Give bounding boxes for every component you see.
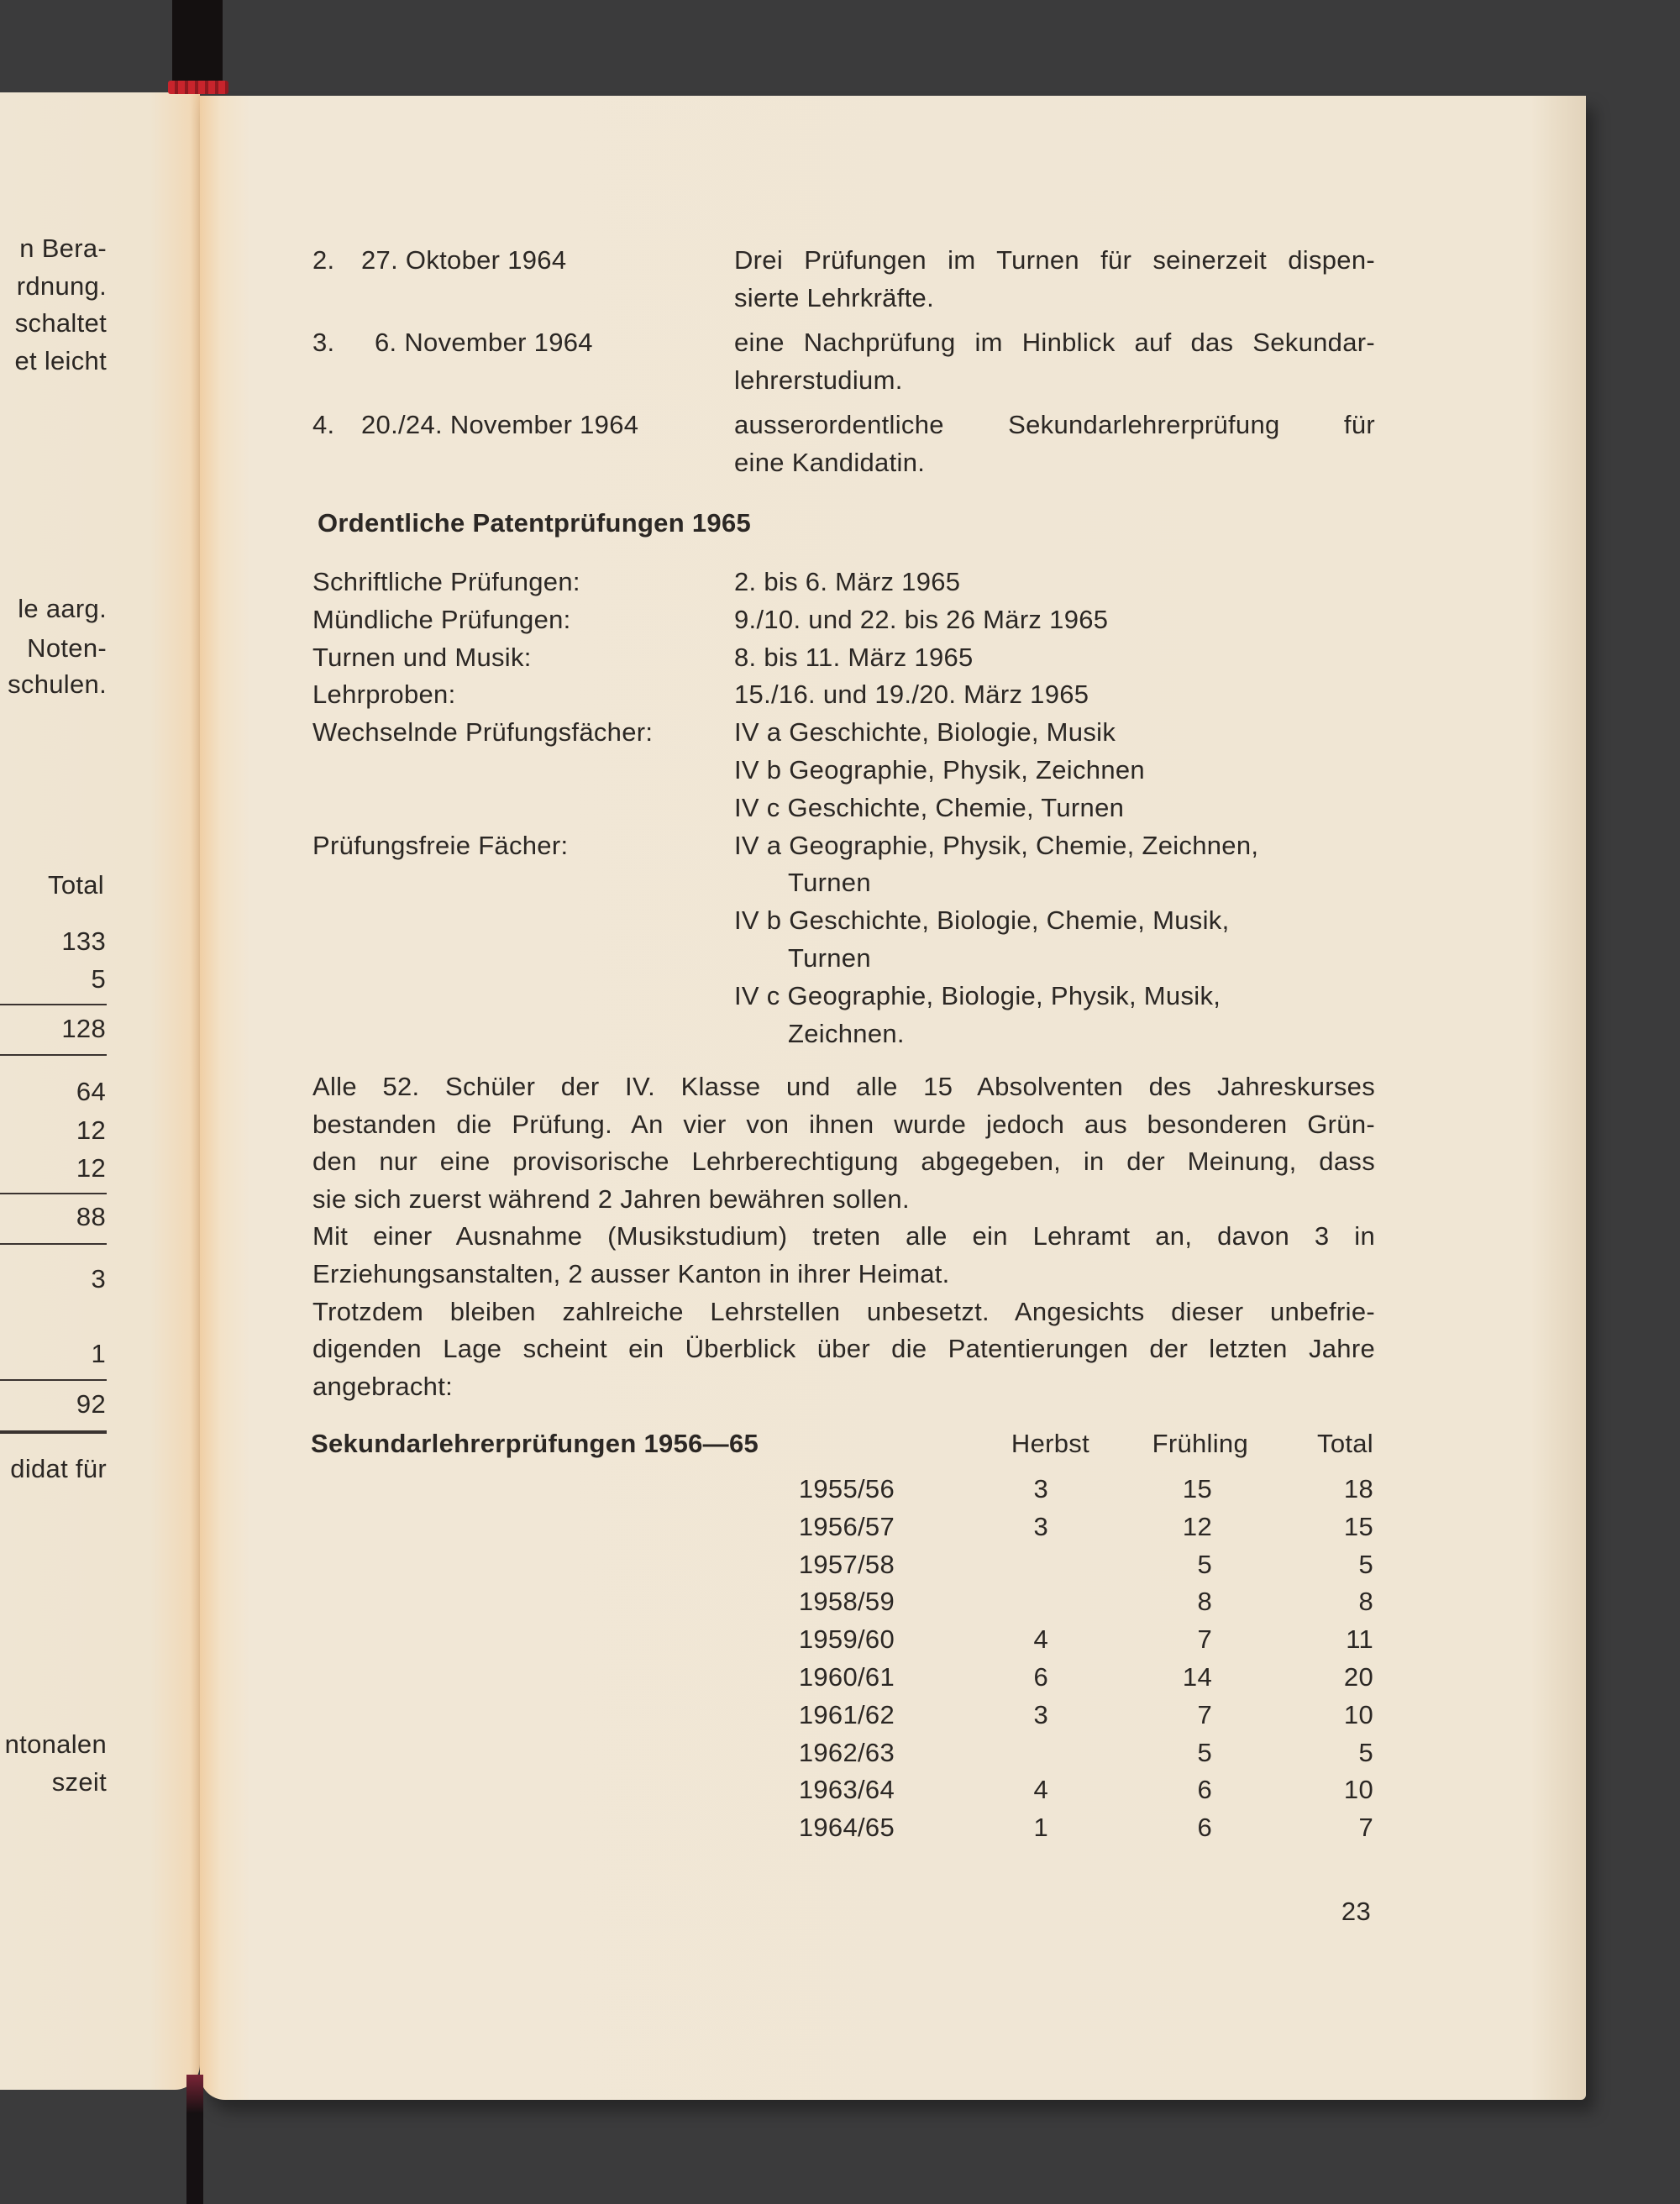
table-cell-fruehling: 15	[1182, 1474, 1212, 1503]
exam-description-line: ausserordentliche Sekundarlehrerprüfung für	[734, 410, 1375, 439]
paragraph-line: Mit einer Ausnahme (Musikstudium) treten alle ein Lehramt an, davon 3 in	[312, 1221, 1375, 1252]
table-cell-herbst: 3	[1033, 1699, 1048, 1729]
exam-number: 3.	[312, 328, 335, 357]
left-page-text-fragment: et leicht	[14, 346, 107, 375]
left-table-total-value: 92	[76, 1389, 106, 1419]
table-cell-year: 1955/56	[798, 1474, 895, 1503]
headband	[168, 81, 228, 94]
schedule-value: IV a Geographie, Physik, Chemie, Zeichnen,	[734, 830, 1259, 860]
left-table-total-value: 12	[76, 1153, 106, 1183]
exam-date: 6. November 1964	[375, 328, 593, 357]
left-page-text-fragment: n Bera-	[19, 234, 107, 263]
left-table-total-value: 88	[76, 1202, 106, 1231]
exam-description-line: eine Kandidatin.	[734, 448, 926, 477]
table-rule	[0, 1193, 107, 1194]
table-cell-fruehling: 8	[1197, 1587, 1212, 1617]
table-cell-year: 1959/60	[798, 1624, 895, 1655]
table-cell-year: 1957/58	[798, 1549, 895, 1579]
table-title: Sekundarlehrerprüfungen 1956—65	[311, 1429, 759, 1458]
paragraph-line: bestanden die Prüfung. An vier von ihnen wurde jedoch aus besonderen Grün-	[312, 1109, 1375, 1139]
schedule-value: 2. bis 6. März 1965	[734, 567, 961, 596]
table-cell-herbst: 4	[1033, 1624, 1048, 1655]
schedule-value: 15./16. und 19./20. März 1965	[734, 680, 1089, 710]
left-table-total-value: 128	[61, 1014, 106, 1043]
table-cell-year: 1960/61	[798, 1662, 895, 1692]
schedule-value: IV c Geographie, Biologie, Physik, Musik,	[734, 980, 1221, 1010]
schedule-label: Schriftliche Prüfungen:	[312, 567, 580, 596]
paragraph-line: angebracht:	[312, 1371, 454, 1401]
table-cell-fruehling: 5	[1197, 1737, 1212, 1767]
schedule-label: Turnen und Musik:	[312, 642, 532, 672]
left-table-total-value: 5	[91, 964, 106, 994]
table-cell-total: 11	[1346, 1624, 1373, 1655]
section-heading: Ordentliche Patentprüfungen 1965	[318, 508, 752, 538]
table-cell-herbst: 4	[1033, 1775, 1048, 1805]
table-cell-fruehling: 14	[1182, 1662, 1212, 1692]
table-cell-fruehling: 6	[1197, 1813, 1212, 1843]
schedule-label: Wechselnde Prüfungsfächer:	[312, 717, 654, 748]
table-cell-fruehling: 7	[1197, 1699, 1212, 1729]
table-rule	[0, 1243, 107, 1245]
paragraph-line: Erziehungsanstalten, 2 ausser Kanton in ihrer Heimat.	[312, 1259, 950, 1288]
schedule-value: IV b Geographie, Physik, Zeichnen	[734, 755, 1145, 785]
left-page-text-fragment: Noten-	[27, 633, 107, 663]
table-cell-fruehling: 5	[1197, 1549, 1212, 1579]
schedule-value: IV b Geschichte, Biologie, Chemie, Musik,	[734, 905, 1230, 936]
table-cell-year: 1958/59	[798, 1587, 895, 1617]
table-header-fruehling: Frühling	[1152, 1429, 1248, 1458]
schedule-value: 8. bis 11. März 1965	[734, 642, 974, 672]
paragraph-line: digenden Lage scheint ein Überblick über die Patentierungen der letzten Jahre	[312, 1334, 1375, 1364]
left-table-total-value: 133	[61, 926, 106, 956]
table-cell-total: 5	[1358, 1549, 1373, 1579]
page-number: 23	[1341, 1897, 1371, 1926]
bookmark-ribbon	[172, 0, 223, 82]
table-rule	[0, 1430, 107, 1434]
exam-number: 2.	[312, 245, 335, 275]
table-cell-total: 18	[1343, 1474, 1373, 1503]
table-cell-total: 15	[1343, 1511, 1373, 1541]
table-cell-year: 1964/65	[798, 1813, 895, 1843]
table-cell-year: 1961/62	[798, 1699, 895, 1729]
exam-number: 4.	[312, 410, 335, 439]
table-cell-total: 5	[1358, 1737, 1373, 1767]
table-rule	[0, 1004, 107, 1005]
table-cell-year: 1962/63	[798, 1737, 895, 1767]
left-page-text-fragment: rdnung.	[16, 271, 107, 301]
left-page-text-fragment: schaltet	[14, 308, 107, 338]
schedule-label: Mündliche Prüfungen:	[312, 604, 571, 634]
paragraph-line: den nur eine provisorische Lehrberechtigung abgegeben, in der Meinung, dass	[312, 1147, 1375, 1177]
schedule-value: 9./10. und 22. bis 26 März 1965	[734, 604, 1109, 634]
exam-date: 27. Oktober 1964	[361, 245, 567, 275]
left-page-text-fragment: schulen.	[8, 669, 107, 699]
left-page-text-fragment: ntonalen	[4, 1729, 107, 1759]
paragraph-line: Trotzdem bleiben zahlreiche Lehrstellen unbesetzt. Angesichts dieser unbefrie-	[312, 1296, 1375, 1326]
table-cell-herbst: 3	[1033, 1511, 1048, 1541]
paragraph-line: sie sich zuerst während 2 Jahren bewähren sollen.	[312, 1183, 910, 1214]
table-header-total: Total	[1317, 1429, 1373, 1458]
left-page-text-fragment: didat für	[10, 1454, 107, 1483]
table-cell-herbst: 3	[1033, 1474, 1048, 1503]
table-cell-total: 8	[1358, 1587, 1373, 1617]
table-cell-herbst: 1	[1033, 1813, 1048, 1843]
schedule-label: Prüfungsfreie Fächer:	[312, 830, 569, 860]
schedule-value: Zeichnen.	[788, 1018, 905, 1048]
table-cell-fruehling: 7	[1197, 1624, 1212, 1655]
bookmark-ribbon-end	[186, 2075, 203, 2204]
table-header-herbst: Herbst	[1011, 1429, 1089, 1458]
schedule-label: Lehrproben:	[312, 680, 456, 710]
schedule-value: IV a Geschichte, Biologie, Musik	[734, 717, 1116, 748]
table-cell-year: 1956/57	[798, 1511, 895, 1541]
table-cell-total: 20	[1343, 1662, 1373, 1692]
left-table-total-value: 12	[76, 1115, 106, 1145]
left-table-total-header: Total	[48, 870, 104, 900]
left-table-total-value: 64	[76, 1077, 106, 1106]
schedule-value: IV c Geschichte, Chemie, Turnen	[734, 792, 1125, 822]
table-cell-total: 7	[1358, 1813, 1373, 1843]
table-cell-total: 10	[1343, 1699, 1373, 1729]
schedule-value: Turnen	[788, 943, 871, 973]
table-rule	[0, 1054, 107, 1056]
left-page-text-fragment: szeit	[51, 1767, 107, 1797]
table-cell-herbst: 6	[1033, 1662, 1048, 1692]
paragraph-line: Alle 52. Schüler der IV. Klasse und alle 15 Absolventen des Jahreskurses	[312, 1072, 1375, 1101]
exam-description-line: eine Nachprüfung im Hinblick auf das Sekundar-	[734, 328, 1375, 357]
exam-description-line: sierte Lehrkräfte.	[734, 283, 935, 312]
table-rule	[0, 1379, 107, 1381]
exam-description-line: lehrerstudium.	[734, 365, 903, 395]
left-table-total-value: 1	[91, 1339, 106, 1368]
table-cell-total: 10	[1343, 1775, 1373, 1805]
exam-description-line: Drei Prüfungen im Turnen für seinerzeit dispen-	[734, 245, 1375, 275]
table-cell-fruehling: 6	[1197, 1775, 1212, 1805]
left-table-total-value: 3	[91, 1264, 106, 1294]
left-page-text-fragment: le aarg.	[18, 594, 107, 623]
schedule-value: Turnen	[788, 868, 871, 898]
table-cell-fruehling: 12	[1182, 1511, 1212, 1541]
table-cell-year: 1963/64	[798, 1775, 895, 1805]
exam-date: 20./24. November 1964	[361, 410, 639, 439]
